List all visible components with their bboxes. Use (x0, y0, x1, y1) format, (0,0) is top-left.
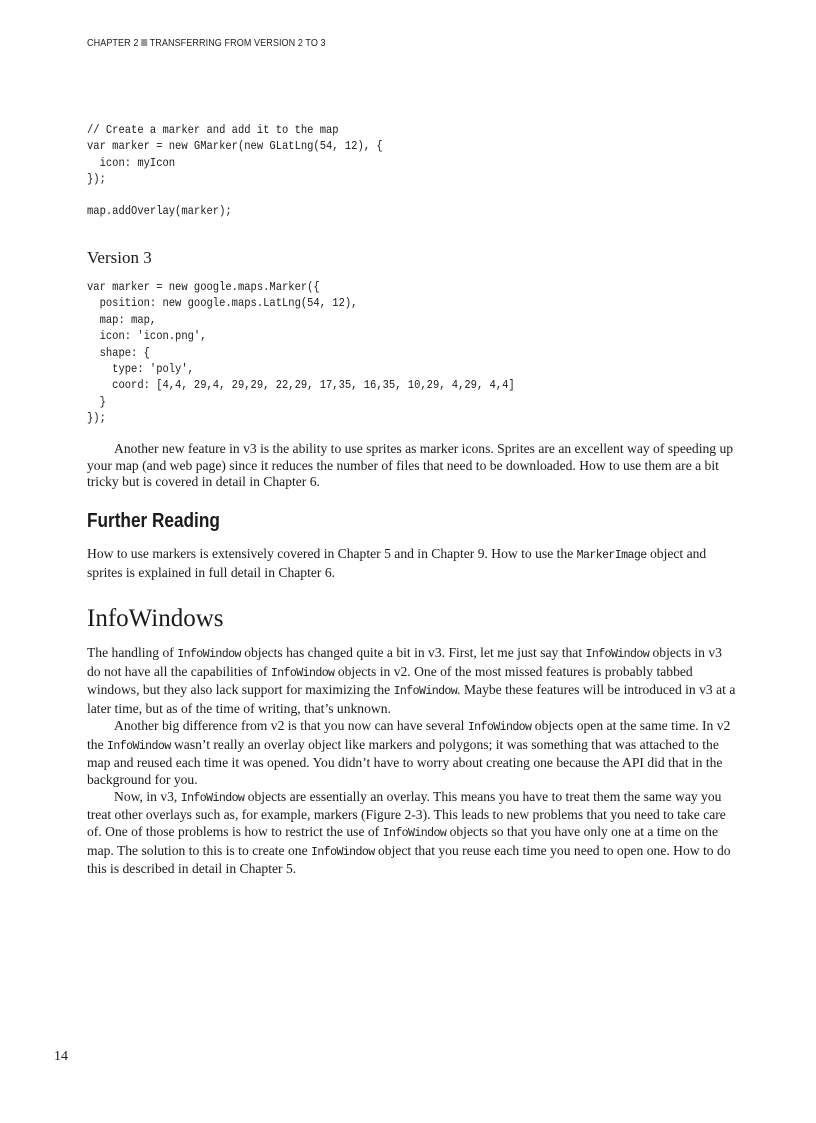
running-head-title: TRANSFERRING FROM VERSION 2 TO 3 (149, 37, 326, 49)
text-run: How to use markers is extensively covered in Chapter 5 and in Chapter 9. How to use the (87, 546, 577, 561)
paragraph-sprites-text: Another new feature in v3 is the ability to use sprites as marker icons. Sprites are an excellent way of speeding up your map (and web page) since it reduces the number of files that need to be downloaded. How to use them are a bit tricky but is covered in detail in Chapter 6. (87, 441, 734, 490)
inline-code: InfoWindow (311, 845, 375, 859)
text-run: The handling of (87, 645, 178, 660)
text-run: objects are essentially an overlay. This means you have to treat them the same way you treat other overlays such as, for example, markers (Figure 2-3). This leads to new problems that you need to take care of. One of those problems is how to restrict the use of (87, 788, 726, 840)
section-infowindows-body (87, 645, 737, 878)
inline-code: InfoWindow (382, 827, 447, 841)
inline-code: InfoWindow (180, 791, 245, 805)
page-number: 14 (54, 1049, 68, 1064)
text-run: objects open at the same time. In v2 the (87, 717, 731, 752)
text-run: objects has changed quite a bit in v3. First, let me just say that (240, 645, 586, 660)
inline-code: InfoWindow (107, 739, 171, 753)
heading-further-reading: Further Reading (87, 510, 220, 532)
running-head-chapter: CHAPTER 2 (87, 37, 139, 49)
heading-version-3: Version 3 (87, 248, 152, 267)
text-run: wasn’t really an overlay object like markers and polygons; it was something that was attached to the map and reused each time it was opened. You didn’t have to worry about creating one because the API did that in the background for you. (87, 736, 723, 787)
text-run: objects so that you have only one at a time on the map. The solution to this is to create one (87, 824, 718, 858)
paragraph-infowindow-handling (87, 645, 737, 718)
text-run: Now, in v3, (114, 788, 181, 804)
text-run: object and sprites is explained in full detail in Chapter 6. (87, 546, 707, 580)
inline-code: MarkerImage (576, 549, 647, 562)
code-block-v2-marker: // Create a marker and add it to the map var marker = new GMarker(new GLatLng(54, 12), { icon: myIcon }); (87, 123, 383, 187)
paragraph-further-reading (87, 546, 737, 581)
text-run: objects in v2. One of the most missed features is probably tabbed windows, but they also lack support for maximizing the (87, 663, 693, 698)
text-run: Another big difference from v2 is that you now can have several (114, 717, 468, 733)
inline-code: InfoWindow (585, 648, 650, 661)
code-block-v2-overlay: map.addOverlay(marker); (87, 204, 232, 218)
text-run: . Maybe these features will be introduced in v3 at a later time, but as of the time of writing, that’s unknown. (87, 682, 736, 717)
paragraph-infowindow-difference (87, 718, 737, 789)
paragraph-infowindow-overlay (87, 789, 737, 879)
heading-infowindows: InfoWindows (87, 605, 224, 632)
inline-code: InfoWindow (467, 720, 532, 734)
square-separator-icon (141, 39, 147, 46)
text-run: object that you reuse each time you need to open one. How to do this is described in detail in Chapter 5. (87, 842, 731, 877)
code-block-v3-marker: var marker = new google.maps.Marker({ position: new google.maps.LatLng(54, 12), map: map, icon: 'icon.png', shape: { type: 'poly', coord: [4,4, 29,4, 29,29, 22,29, 17,35, 16,35, 10,29, 4,29, 4,4] } }); (87, 280, 515, 426)
inline-code: InfoWindow (177, 648, 241, 661)
running-head (87, 37, 326, 49)
paragraph-sprites (87, 441, 737, 491)
inline-code: InfoWindow (270, 666, 335, 680)
inline-code: InfoWindow (393, 685, 458, 699)
text-run: objects in v3 do not have all the capabilities of (87, 645, 722, 679)
